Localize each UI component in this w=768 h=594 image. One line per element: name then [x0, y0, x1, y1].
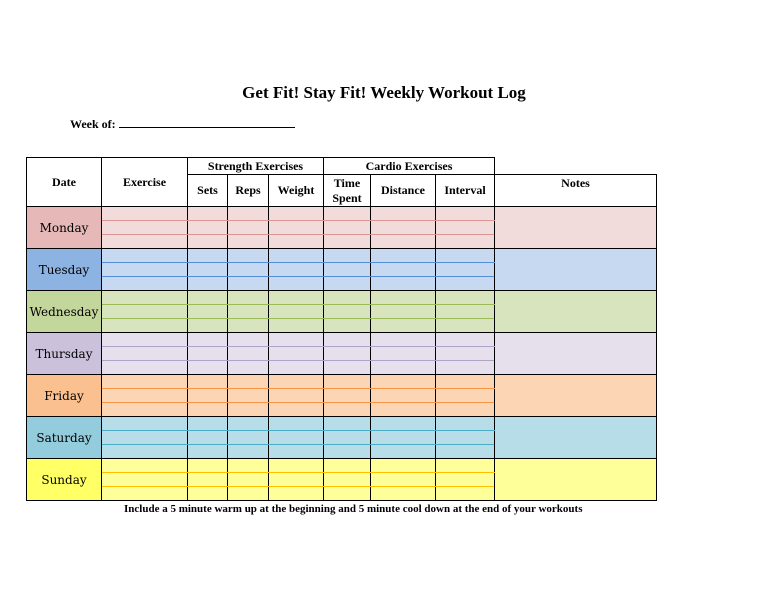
log-cell[interactable] [269, 305, 324, 319]
log-cell[interactable] [436, 431, 495, 445]
log-cell[interactable] [228, 473, 269, 487]
table-row [27, 249, 657, 263]
log-cell[interactable] [269, 375, 324, 389]
log-cell[interactable] [228, 249, 269, 263]
log-cell[interactable] [436, 305, 495, 319]
log-cell[interactable] [371, 263, 436, 277]
log-cell[interactable] [324, 431, 371, 445]
log-cell[interactable] [102, 277, 188, 291]
log-cell[interactable] [324, 277, 371, 291]
log-cell[interactable] [228, 277, 269, 291]
log-cell[interactable] [436, 319, 495, 333]
week-of-label: Week of: [70, 117, 116, 131]
log-cell[interactable] [102, 291, 188, 305]
log-cell[interactable] [371, 235, 436, 249]
log-cell[interactable] [269, 291, 324, 305]
log-cell[interactable] [371, 403, 436, 417]
weight-header: Weight [269, 175, 324, 207]
log-cell[interactable] [436, 263, 495, 277]
log-cell[interactable] [371, 319, 436, 333]
log-cell[interactable] [371, 361, 436, 375]
log-cell[interactable] [324, 459, 371, 473]
notes-cell[interactable] [495, 291, 657, 333]
table-row [27, 417, 657, 431]
log-cell[interactable] [371, 459, 436, 473]
log-cell[interactable] [188, 473, 228, 487]
log-cell[interactable] [324, 319, 371, 333]
day-label: Wednesday [27, 291, 102, 333]
log-cell[interactable] [102, 249, 188, 263]
notes-cell[interactable] [495, 459, 657, 501]
log-cell[interactable] [102, 403, 188, 417]
log-cell[interactable] [228, 207, 269, 221]
log-cell[interactable] [371, 277, 436, 291]
log-cell[interactable] [188, 249, 228, 263]
log-cell[interactable] [324, 417, 371, 431]
table-row [27, 459, 657, 473]
log-cell[interactable] [324, 375, 371, 389]
log-cell[interactable] [188, 389, 228, 403]
log-cell[interactable] [188, 459, 228, 473]
log-cell[interactable] [228, 333, 269, 347]
log-cell[interactable] [436, 277, 495, 291]
log-cell[interactable] [269, 389, 324, 403]
table-row [27, 207, 657, 221]
log-cell[interactable] [324, 487, 371, 501]
notes-cell[interactable] [495, 333, 657, 375]
log-cell[interactable] [269, 487, 324, 501]
log-cell[interactable] [269, 319, 324, 333]
reps-header: Reps [228, 175, 269, 207]
log-cell[interactable] [269, 431, 324, 445]
log-cell[interactable] [436, 403, 495, 417]
log-cell[interactable] [269, 235, 324, 249]
log-cell[interactable] [269, 361, 324, 375]
workout-log-table [26, 157, 657, 501]
log-cell[interactable] [102, 235, 188, 249]
log-cell[interactable] [371, 375, 436, 389]
log-cell[interactable] [436, 473, 495, 487]
log-cell[interactable] [436, 221, 495, 235]
log-cell[interactable] [188, 221, 228, 235]
log-cell[interactable] [228, 389, 269, 403]
log-cell[interactable] [436, 235, 495, 249]
log-cell[interactable] [324, 445, 371, 459]
log-cell[interactable] [102, 487, 188, 501]
week-of-field[interactable] [119, 117, 295, 128]
log-cell[interactable] [228, 319, 269, 333]
log-cell[interactable] [102, 305, 188, 319]
log-cell[interactable] [102, 375, 188, 389]
log-cell[interactable] [324, 291, 371, 305]
log-cell[interactable] [269, 445, 324, 459]
log-cell[interactable] [436, 445, 495, 459]
log-cell[interactable] [269, 417, 324, 431]
log-cell[interactable] [269, 403, 324, 417]
log-cell[interactable] [269, 249, 324, 263]
log-cell[interactable] [188, 207, 228, 221]
log-cell[interactable] [269, 221, 324, 235]
log-cell[interactable] [371, 305, 436, 319]
log-cell[interactable] [188, 487, 228, 501]
log-cell[interactable] [324, 473, 371, 487]
log-cell[interactable] [102, 263, 188, 277]
log-cell[interactable] [371, 445, 436, 459]
log-cell[interactable] [228, 431, 269, 445]
strength-exercises-header: Strength Exercises [188, 158, 324, 175]
footer-note: Include a 5 minute warm up at the beginning and 5 minute cool down at the end of your workouts [124, 503, 583, 515]
log-cell[interactable] [188, 235, 228, 249]
log-cell[interactable] [436, 361, 495, 375]
log-cell[interactable] [102, 431, 188, 445]
log-cell[interactable] [436, 417, 495, 431]
day-label: Saturday [27, 417, 102, 459]
log-cell[interactable] [269, 207, 324, 221]
log-cell[interactable] [188, 417, 228, 431]
log-cell[interactable] [436, 249, 495, 263]
day-label: Monday [27, 207, 102, 249]
log-cell[interactable] [228, 445, 269, 459]
log-cell[interactable] [102, 389, 188, 403]
log-cell[interactable] [269, 263, 324, 277]
log-cell[interactable] [371, 249, 436, 263]
log-cell[interactable] [188, 263, 228, 277]
week-of [70, 117, 295, 132]
log-cell[interactable] [269, 333, 324, 347]
log-cell[interactable] [228, 221, 269, 235]
page-title: Get Fit! Stay Fit! Weekly Workout Log [242, 83, 526, 102]
log-cell[interactable] [188, 375, 228, 389]
log-cell[interactable] [188, 403, 228, 417]
log-cell[interactable] [188, 347, 228, 361]
interval-header: Interval [436, 175, 495, 207]
log-cell[interactable] [102, 347, 188, 361]
log-cell[interactable] [228, 403, 269, 417]
log-cell[interactable] [188, 305, 228, 319]
log-cell[interactable] [102, 459, 188, 473]
log-cell[interactable] [324, 263, 371, 277]
notes-cell[interactable] [495, 417, 657, 459]
log-cell[interactable] [188, 431, 228, 445]
log-cell[interactable] [188, 319, 228, 333]
log-cell[interactable] [228, 291, 269, 305]
notes-cell[interactable] [495, 375, 657, 417]
log-cell[interactable] [371, 221, 436, 235]
exercise-header: Exercise [102, 158, 188, 207]
notes-cell[interactable] [495, 249, 657, 291]
day-label: Friday [27, 375, 102, 417]
log-cell[interactable] [324, 389, 371, 403]
log-cell[interactable] [371, 417, 436, 431]
log-cell[interactable] [102, 445, 188, 459]
log-cell[interactable] [102, 333, 188, 347]
log-cell[interactable] [102, 207, 188, 221]
log-cell[interactable] [324, 333, 371, 347]
log-cell[interactable] [228, 459, 269, 473]
cardio-exercises-header: Cardio Exercises [324, 158, 495, 175]
log-cell[interactable] [228, 263, 269, 277]
log-cell[interactable] [228, 305, 269, 319]
log-cell[interactable] [436, 487, 495, 501]
log-cell[interactable] [324, 249, 371, 263]
log-cell[interactable] [228, 361, 269, 375]
log-cell[interactable] [324, 361, 371, 375]
log-cell[interactable] [436, 347, 495, 361]
log-cell[interactable] [436, 207, 495, 221]
time-spent-header: Time Spent [324, 175, 371, 207]
log-cell[interactable] [436, 291, 495, 305]
day-label: Thursday [27, 333, 102, 375]
day-label: Sunday [27, 459, 102, 501]
day-label: Tuesday [27, 249, 102, 291]
table-row [27, 291, 657, 305]
date-header: Date [27, 158, 102, 207]
log-cell[interactable] [102, 473, 188, 487]
log-cell[interactable] [371, 207, 436, 221]
log-cell[interactable] [324, 305, 371, 319]
sets-header: Sets [188, 175, 228, 207]
log-cell[interactable] [371, 487, 436, 501]
log-cell[interactable] [188, 333, 228, 347]
log-cell[interactable] [436, 459, 495, 473]
log-cell[interactable] [371, 291, 436, 305]
log-cell[interactable] [324, 347, 371, 361]
notes-cell[interactable] [495, 207, 657, 249]
table-row [27, 333, 657, 347]
log-cell[interactable] [371, 347, 436, 361]
log-cell[interactable] [324, 221, 371, 235]
log-cell[interactable] [228, 487, 269, 501]
log-cell[interactable] [228, 235, 269, 249]
log-cell[interactable] [371, 333, 436, 347]
table-row [27, 375, 657, 389]
log-cell[interactable] [269, 347, 324, 361]
log-cell[interactable] [269, 473, 324, 487]
log-cell[interactable] [188, 277, 228, 291]
log-cell[interactable] [436, 333, 495, 347]
log-cell[interactable] [371, 431, 436, 445]
log-cell[interactable] [188, 445, 228, 459]
log-cell[interactable] [102, 361, 188, 375]
header-blank [495, 158, 657, 175]
log-cell[interactable] [102, 417, 188, 431]
log-cell[interactable] [269, 277, 324, 291]
log-cell[interactable] [371, 389, 436, 403]
log-cell[interactable] [228, 417, 269, 431]
distance-header: Distance [371, 175, 436, 207]
log-cell[interactable] [371, 473, 436, 487]
log-cell[interactable] [324, 207, 371, 221]
log-body [27, 207, 657, 501]
log-cell[interactable] [324, 403, 371, 417]
log-cell[interactable] [102, 319, 188, 333]
notes-header: Notes [495, 175, 657, 207]
log-cell[interactable] [188, 361, 228, 375]
log-cell[interactable] [269, 459, 324, 473]
log-cell[interactable] [228, 347, 269, 361]
log-cell[interactable] [188, 291, 228, 305]
log-cell[interactable] [102, 221, 188, 235]
log-cell[interactable] [436, 389, 495, 403]
log-cell[interactable] [324, 235, 371, 249]
log-cell[interactable] [436, 375, 495, 389]
log-cell[interactable] [228, 375, 269, 389]
